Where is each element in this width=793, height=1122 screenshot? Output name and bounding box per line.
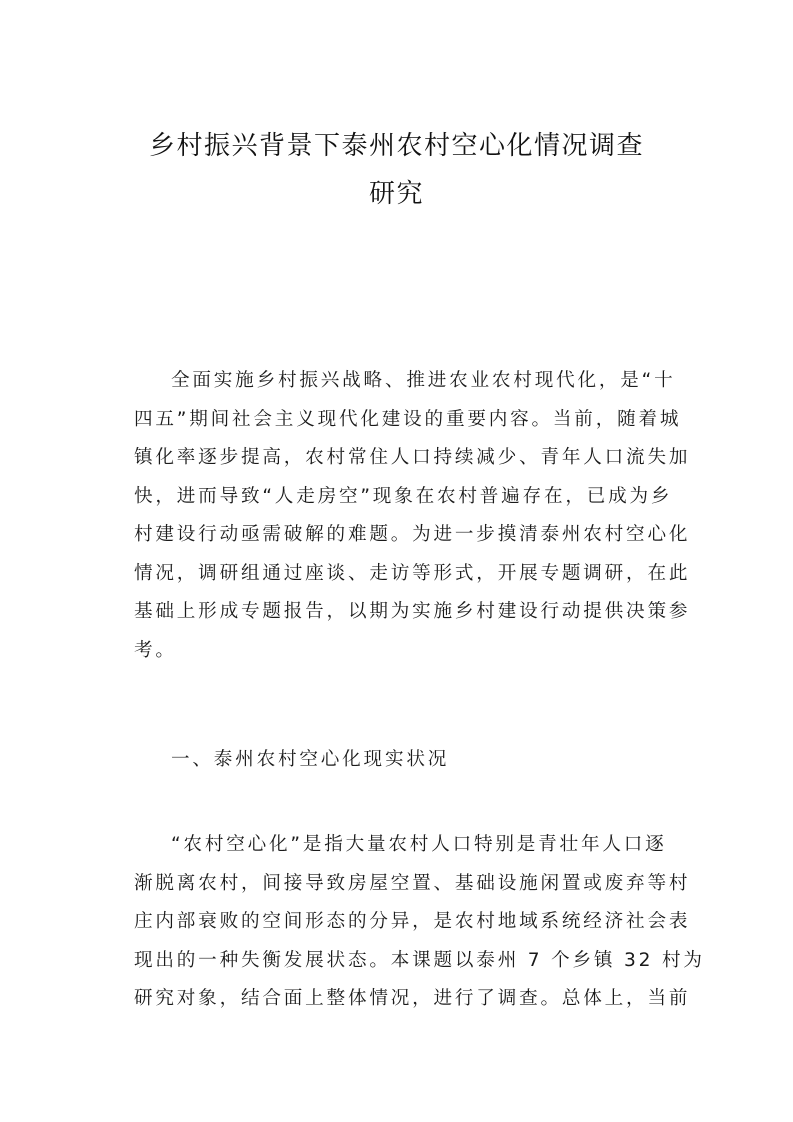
paragraph-line: “农村空心化”是指大量农村人口特别是青壮年人口逐 — [171, 834, 667, 855]
paragraph-line: 四五”期间社会主义现代化建设的重要内容。当前，随着城 — [134, 408, 682, 430]
paragraph-line: 镇化率逐步提高，农村常住人口持续减少、青年人口流失加 — [134, 447, 691, 468]
paragraph-line: 现出的一种失衡发展状态。本课题以泰州 7 个乡镇 32 村为 — [134, 949, 705, 971]
intro-paragraph — [134, 362, 691, 670]
paragraph-line: 渐脱离农村，间接导致房屋空置、基础设施闲置或废弃等村 — [134, 872, 691, 894]
paragraph-line: 情况，调研组通过座谈、走访等形式，开展专题调研，在此 — [134, 562, 691, 584]
paragraph-line: 全面实施乡村振兴战略、推进农业农村现代化，是“十 — [171, 370, 676, 391]
paragraph-line: 村建设行动亟需破解的难题。为进一步摸清泰州农村空心化 — [134, 524, 691, 545]
section-heading-text: 一、泰州农村空心化现实状况 — [171, 749, 450, 770]
paragraph-line: 研究对象，结合面上整体情况，进行了调查。总体上，当前 — [134, 988, 691, 1009]
paragraph-line: 基础上形成专题报告，以期为实施乡村建设行动提供决策参 — [134, 601, 691, 622]
section-paragraph — [134, 826, 705, 1019]
section-heading — [134, 741, 674, 780]
paragraph-line: 庄内部衰败的空间形态的分异，是农村地域系统经济社会表 — [134, 911, 691, 932]
paragraph-line: 考。 — [134, 639, 177, 661]
paragraph-line: 快，进而导致“人走房空”现象在农村普遍存在，已成为乡 — [134, 485, 673, 507]
document-title-line-1: 乡村振兴背景下泰州农村空心化情况调查 — [148, 131, 644, 161]
document-title-line-2: 研究 — [368, 179, 424, 209]
